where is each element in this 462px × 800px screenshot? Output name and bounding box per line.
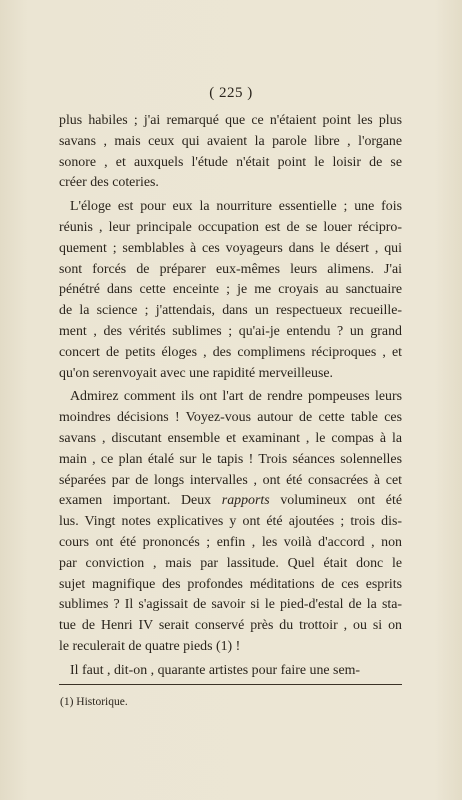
text-line: réunis , leur principale occupation est de se louer récipro- [59, 219, 402, 235]
text-line: quement ; semblables à ces voyageurs dans le désert , qui [59, 240, 402, 256]
text-line: L'éloge est pour eux la nourriture essentielle ; une fois [70, 199, 402, 215]
text-line: examen important. Deux rapports volumineux ont été [59, 493, 402, 509]
paragraph [59, 111, 402, 194]
text-line: plus habiles ; j'ai remarqué que ce n'étaient point les plus [59, 113, 402, 128]
text-line: concert de petits éloges , des complimens réciproques , et [59, 344, 402, 360]
paragraph [59, 197, 402, 384]
text-line: savans , discutant ensemble et examinant , le compas à la [59, 430, 402, 446]
paragraph [59, 387, 402, 657]
text-line: ment , des vérités sublimes ; qu'ai-je entendu ? un grand [59, 323, 402, 339]
text-line: moindres décisions ! Voyez-vous autour de cette table ces [59, 410, 402, 426]
text-line: de la science ; j'attendais, dans un respectueux recueille- [59, 303, 402, 319]
text-line: sonore , et auxquels l'étude n'était point le loisir de se [59, 154, 402, 170]
text-line: Il faut , dit-on , quarante artistes pour faire une sem- [70, 662, 361, 678]
text-line: par conviction , mais par lassitude. Quel était donc le [59, 555, 402, 571]
text-line: sont forcés de préparer eux-mêmes leurs alimens. J'ai [59, 261, 402, 277]
text-line: sublimes ? Il s'agissait de savoir si le pied-d'estal de la sta- [59, 597, 402, 613]
body-text [59, 111, 402, 682]
text-line: savans , mais ceux qui avaient la parole libre , l'organe [59, 133, 402, 149]
text-line: sujet magnifique des profondes méditations de ces esprits [59, 576, 402, 592]
text-line: tue de Henri IV serait conservé près du trottoir , ou si on [59, 618, 402, 634]
paragraph [59, 661, 402, 682]
text-line: pénétré dans cette enceinte ; je me croyais au sanctuaire [59, 282, 402, 298]
footnote-rule [59, 684, 402, 685]
footnote: (1) Historique. [60, 696, 128, 708]
page-number: ( 225 ) [209, 85, 253, 101]
text-line: le reculerait de quatre pieds (1) ! [59, 638, 241, 654]
text-line: qu'on serenvoyait avec une rapidité merveilleuse. [59, 365, 334, 381]
text-line: créer des coteries. [59, 175, 159, 191]
text-line: cours ont été prononcés ; enfin , les voilà d'accord , non [59, 534, 402, 550]
text-line: lus. Vingt notes explicatives y ont été ajoutées ; trois dis- [59, 514, 402, 530]
text-line: séparées par de longs intervalles , ont été consacrées à cet [59, 472, 402, 488]
text-line: main , ce plan étalé sur le tapis ! Trois séances solennelles [59, 451, 402, 467]
text-line: Admirez comment ils ont l'art de rendre pompeuses leurs [70, 389, 402, 405]
